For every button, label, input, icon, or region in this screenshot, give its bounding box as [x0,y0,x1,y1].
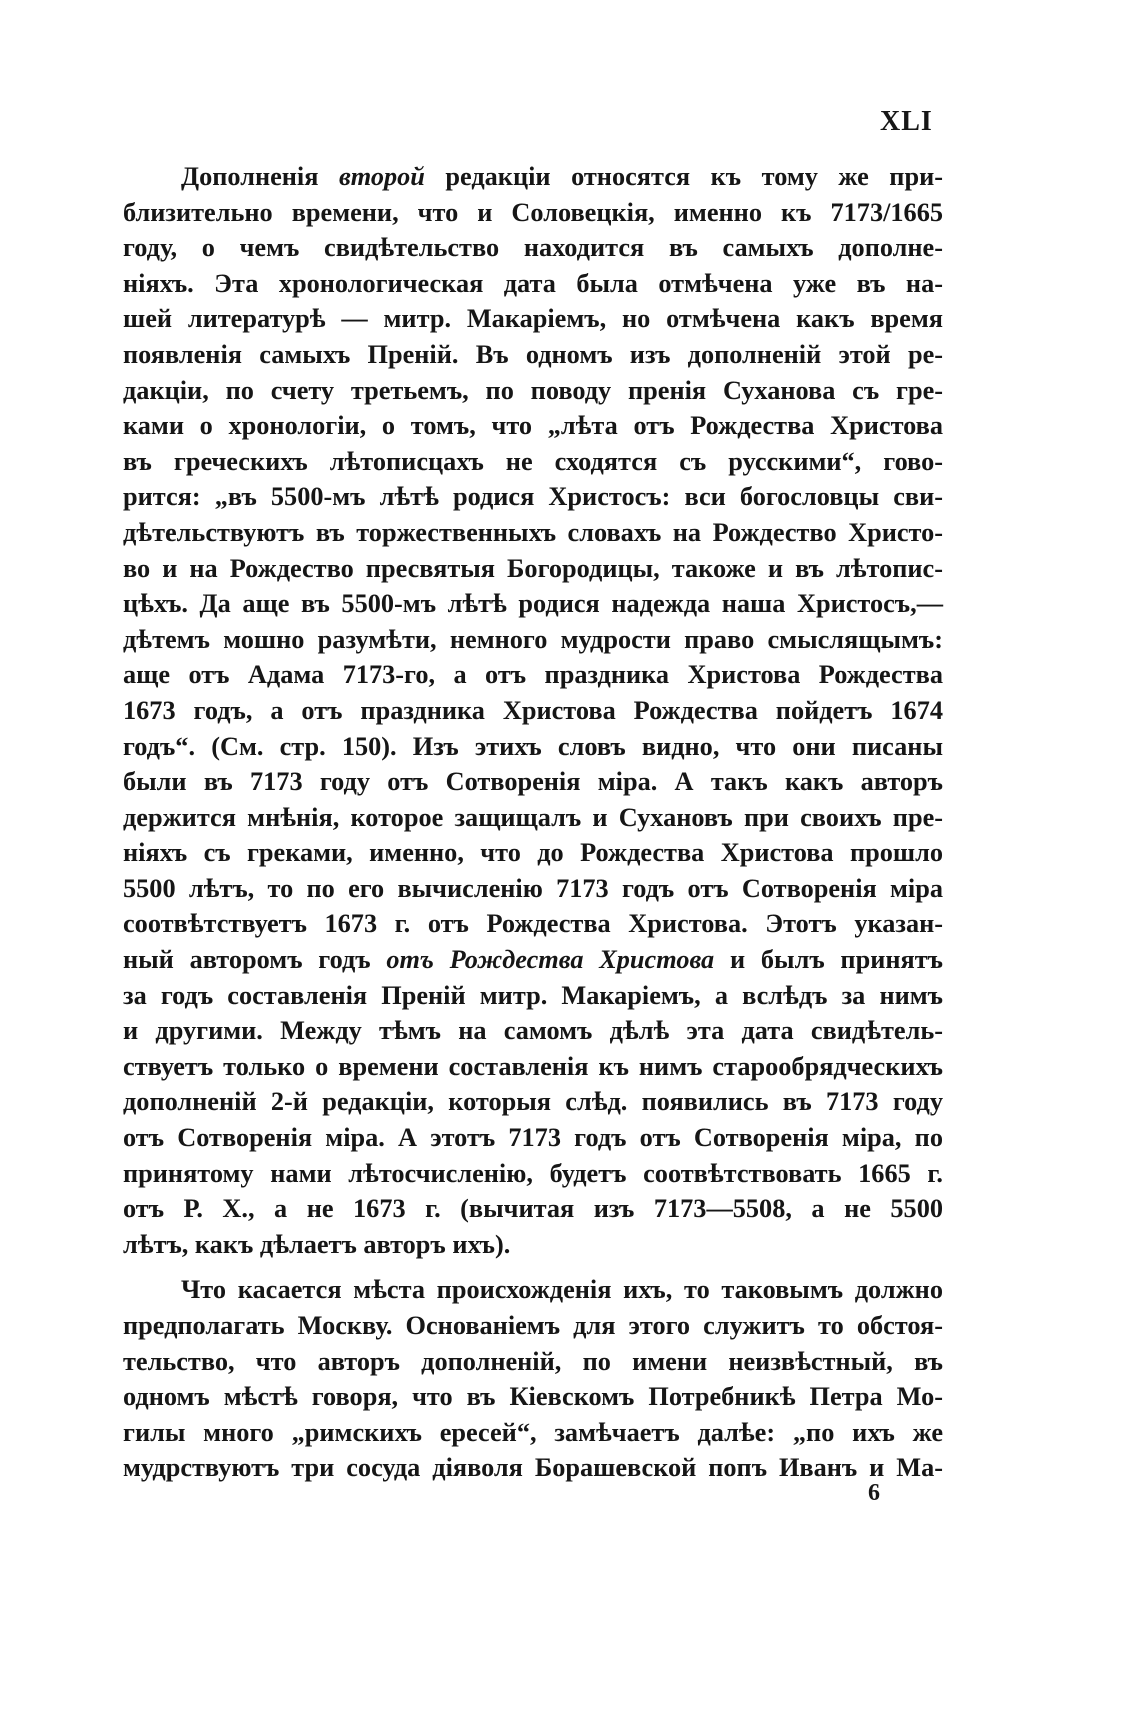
paragraph-1-line: ками о хронологіи, о томъ, что „лѣта отъ Рождества Христова [123,411,943,441]
paragraph-1-line: близительно времени, что и Соловецкія, именно къ 7173/1665 [123,197,943,227]
paragraph-1-line: шей литературѣ — митр. Макаріемъ, но отмѣчена какъ время [123,304,943,334]
paragraph-1-line: отъ Сотворенія міра. А этотъ 7173 годъ отъ Сотворенія міра, по [123,1123,943,1153]
paragraph-1-line: держится мнѣнія, которое защищалъ и Сухановъ при своихъ пре- [123,802,943,832]
paragraph-1-line: рится: „въ 5500-мъ лѣтѣ родися Христосъ: вси богословцы сви- [123,482,943,512]
paragraph-1-line: и другими. Между тѣмъ на самомъ дѣлѣ эта дата свидѣтель- [123,1016,943,1046]
paragraph-1-line-23 [123,942,943,978]
paragraph-1-line: появленія самыхъ Преній. Въ одномъ изъ дополненій этой ре- [123,339,943,369]
paragraph-1-line: дѣтельствуютъ въ торжественныхъ словахъ на Рождество Христо- [123,517,943,547]
page-number: XLI [880,106,933,137]
paragraph-1-line: за годъ составленія Преній митр. Макаріемъ, а вслѣдъ за нимъ [123,980,943,1010]
text-span: и былъ принятъ [714,945,943,975]
paragraph-1-line: дѣтемъ мошно разумѣти, немного мудрости право смыслящымъ: [123,624,943,654]
paragraph-2-line: тельство, что авторъ дополненій, по имени неизвѣстный, въ [123,1346,943,1376]
paragraph-1-line: 5500 лѣтъ, то по его вычисленію 7173 годъ отъ Сотворенія міра [123,873,943,903]
paragraph-1-line: аще отъ Адама 7173-го, а отъ праздника Христова Рождества [123,660,943,690]
paragraph-1-line: въ греческихъ лѣтописцахъ не сходятся съ русскими“, гово- [123,446,943,476]
paragraph-1-line: цѣхъ. Да аще въ 5500-мъ лѣтѣ родися надежда наша Христосъ,— [123,589,943,619]
text-span: Дополненія [181,162,339,191]
italic-emphasis: отъ Рождества Христова [386,945,715,975]
paragraph-1-line-last: лѣтъ, какъ дѣлаетъ авторъ ихъ). [123,1229,511,1259]
paragraph-1-line: соотвѣтствуетъ 1673 г. отъ Рождества Христова. Этотъ указан- [123,909,943,939]
paragraph-1-line: дакціи, по счету третьемъ, по поводу пренія Суханова съ гре- [123,375,943,405]
paragraph-2-line: Что касается мѣста происхожденія ихъ, то таковымъ должно [181,1275,943,1305]
paragraph-2-line: гилы много „римскихъ ересей“, замѣчаетъ далѣе: „по ихъ же [123,1417,943,1447]
italic-emphasis: второй [338,162,425,191]
text-span: редакціи относятся къ тому же при- [424,162,943,191]
body-text [123,159,943,1486]
paragraph-1-line: были въ 7173 году отъ Сотворенія міра. А такъ какъ авторъ [123,767,943,797]
paragraph-1-line: во и на Рождество пресвятыя Богородицы, такоже и въ лѣтопис- [123,553,943,583]
text-span: ный авторомъ годъ [123,945,387,975]
paragraph-1-line: ствуетъ только о времени составленія къ нимъ старообрядческихъ [123,1051,943,1081]
paragraph-1-line: принятому нами лѣтосчисленію, будетъ соотвѣтствовать 1665 г. [123,1158,943,1188]
paragraph-1-line: 1673 годъ, а отъ праздника Христова Рождества пойдетъ 1674 [123,695,943,725]
paragraph-1-line: году, о чемъ свидѣтельство находится въ самыхъ дополне- [123,233,943,263]
paragraph-1-line: отъ Р. Х., а не 1673 г. (вычитая изъ 7173—5508, а не 5500 [123,1194,943,1224]
paragraph-1-line: ніяхъ съ греками, именно, что до Рождества Христова прошло [123,838,943,868]
paragraph-1-line-1 [123,159,943,195]
paragraph-2-line: мудрствуютъ три сосуда діяволя Борашевской попъ Иванъ и Ма- [123,1453,943,1483]
paragraph-gap [123,1262,943,1272]
paragraph-2-line: одномъ мѣстѣ говоря, что въ Кіевскомъ Потребникѣ Петра Мо- [123,1382,943,1412]
signature-mark: 6 [868,1480,880,1506]
paragraph-1-line: ніяхъ. Эта хронологическая дата была отмѣчена уже въ на- [123,268,943,298]
paragraph-1-line: дополненій 2-й редакціи, которыя слѣд. появились въ 7173 году [123,1087,943,1117]
paragraph-1-line: годъ“. (См. стр. 150). Изъ этихъ словъ видно, что они писаны [123,731,943,761]
paragraph-2-line: предполагать Москву. Основаніемъ для этого служитъ то обстоя- [123,1311,943,1340]
